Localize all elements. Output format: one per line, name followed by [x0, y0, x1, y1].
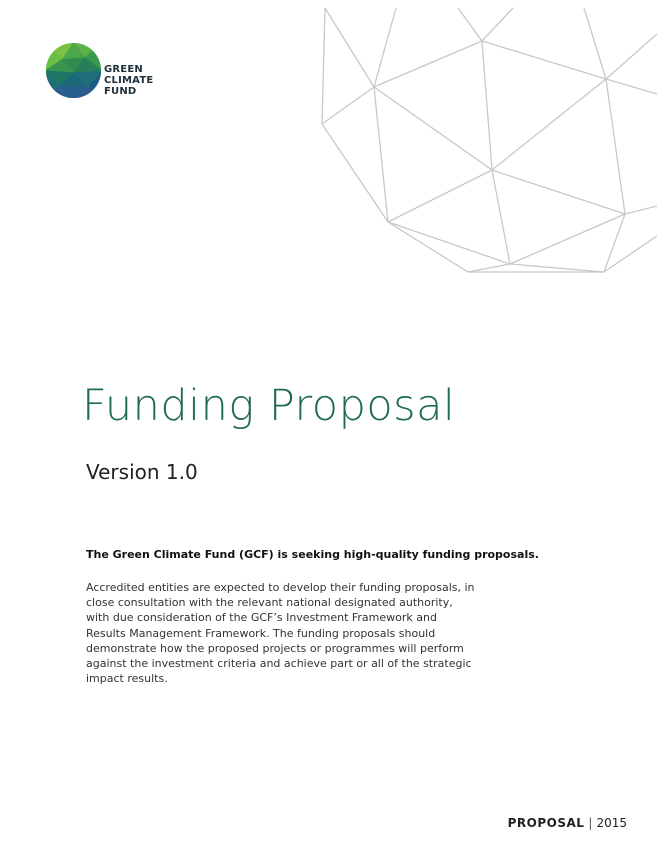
gcf-wordmark	[104, 64, 153, 97]
gcf-globe-icon	[45, 42, 102, 99]
footer-separator: |	[588, 816, 593, 830]
footer-label: PROPOSAL	[507, 816, 585, 830]
logo-line-green: GREEN	[104, 64, 143, 75]
gcf-logo	[45, 42, 153, 99]
logo-line-fund: FUND	[104, 86, 137, 97]
footer-year: 2015	[596, 816, 627, 830]
document-title: Funding Proposal	[82, 381, 456, 431]
intro-paragraph: Accredited entities are expected to develop their funding proposals, in close consultation with the relevant national designated authority, with due consideration of the GCF’s Investment Framework and Results Management Framework. The funding proposals should demonstrate how the proposed projects or programmes will perform against the investment criteria and achieve part or all of the strategic impact results.	[86, 581, 475, 686]
geodesic-background-graphic	[300, 0, 657, 290]
document-version: Version 1.0	[86, 460, 198, 484]
lead-statement: The Green Climate Fund (GCF) is seeking high-quality funding proposals.	[86, 548, 539, 561]
logo-line-climate: CLIMATE	[104, 75, 154, 86]
page-footer	[508, 816, 627, 830]
